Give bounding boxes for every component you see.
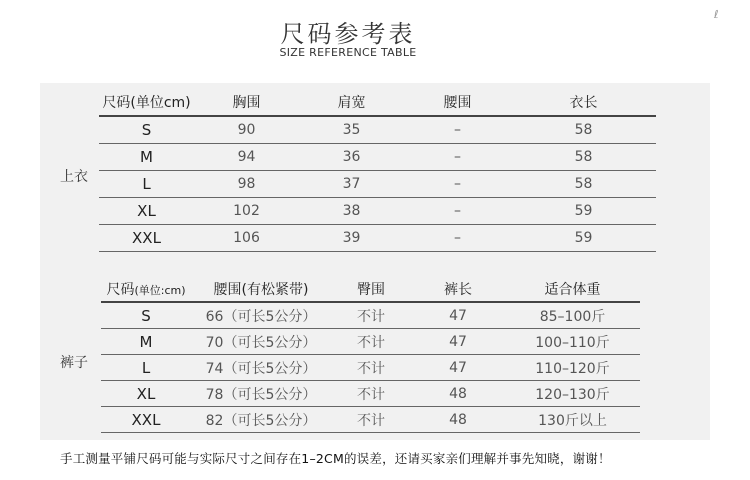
tops-section-label: 上衣 <box>60 169 88 185</box>
hip-cell: 不计 <box>331 302 411 329</box>
table-row <box>99 116 656 144</box>
size-cell: M <box>101 329 191 355</box>
waist-cell: 70（可长5公分） <box>191 329 331 355</box>
size-cell: L <box>101 355 191 381</box>
size-cell: S <box>99 116 194 144</box>
header-length: 衣长 <box>511 89 656 116</box>
pant-length-cell: 47 <box>411 329 505 355</box>
corner-mark: ℓ <box>714 8 719 21</box>
waist-cell: – <box>404 144 511 171</box>
header-size-label: 尺码 <box>106 281 135 298</box>
table-row <box>99 198 656 225</box>
header-waist: 腰围 <box>404 89 511 116</box>
waist-cell: 74（可长5公分） <box>191 355 331 381</box>
weight-cell: 110–120斤 <box>505 355 640 381</box>
table-row <box>101 381 640 407</box>
header-size-unit: (单位:cm) <box>134 283 186 297</box>
waist-cell: – <box>404 198 511 225</box>
table-header-row <box>101 276 640 302</box>
table-row <box>99 225 656 252</box>
weight-cell: 120–130斤 <box>505 381 640 407</box>
shoulder-cell: 37 <box>299 171 404 198</box>
table-row <box>99 144 656 171</box>
header-size: 尺码(单位cm) <box>99 89 194 116</box>
waist-cell: – <box>404 116 511 144</box>
shoulder-cell: 38 <box>299 198 404 225</box>
hip-cell: 不计 <box>331 381 411 407</box>
pant-length-cell: 47 <box>411 355 505 381</box>
header-hip: 臀围 <box>331 276 411 302</box>
length-cell: 58 <box>511 144 656 171</box>
weight-cell: 85–100斤 <box>505 302 640 329</box>
length-cell: 58 <box>511 116 656 144</box>
table-header-row <box>99 89 656 116</box>
pant-length-cell: 47 <box>411 302 505 329</box>
waist-cell: – <box>404 225 511 252</box>
hip-cell: 不计 <box>331 355 411 381</box>
table-row <box>101 355 640 381</box>
size-cell: M <box>99 144 194 171</box>
chest-cell: 102 <box>194 198 299 225</box>
waist-cell: – <box>404 171 511 198</box>
header-pant-length: 裤长 <box>411 276 505 302</box>
waist-cell: 82（可长5公分） <box>191 407 331 433</box>
header-chest: 胸围 <box>194 89 299 116</box>
size-cell: XL <box>99 198 194 225</box>
header-weight: 适合体重 <box>505 276 640 302</box>
table-row <box>99 171 656 198</box>
table-row <box>101 302 640 329</box>
size-cell: XXL <box>99 225 194 252</box>
table-row <box>101 329 640 355</box>
waist-cell: 78（可长5公分） <box>191 381 331 407</box>
pant-length-cell: 48 <box>411 381 505 407</box>
pant-length-cell: 48 <box>411 407 505 433</box>
length-cell: 59 <box>511 225 656 252</box>
page-subtitle: SIZE REFERENCE TABLE <box>279 46 417 59</box>
chest-cell: 106 <box>194 225 299 252</box>
hip-cell: 不计 <box>331 329 411 355</box>
header-waist: 腰围(有松紧带) <box>191 276 331 302</box>
size-cell: L <box>99 171 194 198</box>
chest-cell: 90 <box>194 116 299 144</box>
tops-size-table <box>99 89 656 252</box>
length-cell: 59 <box>511 198 656 225</box>
waist-cell: 66（可长5公分） <box>191 302 331 329</box>
chest-cell: 98 <box>194 171 299 198</box>
shoulder-cell: 39 <box>299 225 404 252</box>
chest-cell: 94 <box>194 144 299 171</box>
length-cell: 58 <box>511 171 656 198</box>
header-shoulder: 肩宽 <box>299 89 404 116</box>
size-cell: XXL <box>101 407 191 433</box>
pants-section-label: 裤子 <box>60 355 88 371</box>
weight-cell: 100–110斤 <box>505 329 640 355</box>
shoulder-cell: 36 <box>299 144 404 171</box>
size-cell: S <box>101 302 191 329</box>
shoulder-cell: 35 <box>299 116 404 144</box>
hip-cell: 不计 <box>331 407 411 433</box>
measurement-disclaimer: 手工测量平铺尺码可能与实际尺寸之间存在1–2CM的误差，还请买家亲们理解并事先知晓，谢谢！ <box>60 451 611 466</box>
header-size <box>101 276 191 302</box>
size-cell: XL <box>101 381 191 407</box>
page-title: 尺码参考表 <box>280 20 416 48</box>
table-row <box>101 407 640 433</box>
pants-size-table <box>101 276 640 433</box>
weight-cell: 130斤以上 <box>505 407 640 433</box>
